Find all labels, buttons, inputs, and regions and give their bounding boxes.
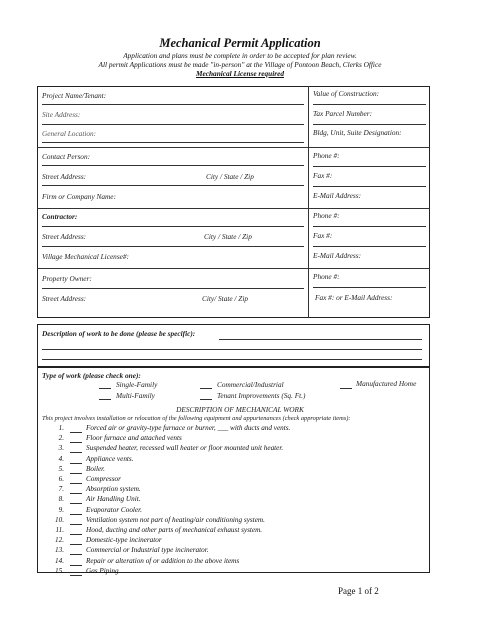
item-checkbox[interactable] — [70, 493, 82, 494]
item-label: Gas Piping — [86, 566, 119, 575]
commercial-checkbox[interactable] — [200, 388, 212, 389]
item-number: 7. — [58, 485, 64, 494]
item-label: Repair or alteration of or addition to the above items — [86, 556, 240, 565]
site-address-field[interactable] — [42, 124, 304, 125]
item-number: 10. — [55, 515, 64, 524]
item-checkbox[interactable] — [70, 554, 82, 555]
contractor-field[interactable] — [42, 226, 304, 227]
description-label: Description of work to be done (please be specific): — [42, 329, 196, 338]
property-owner-field[interactable] — [42, 288, 304, 289]
contractor-phone-label: Phone #: — [313, 211, 340, 220]
work-type-label: Type of work (please check one): — [42, 371, 141, 380]
section-divider — [37, 208, 430, 209]
general-location-field[interactable] — [42, 142, 304, 143]
project-name-field[interactable] — [42, 104, 304, 105]
contractor-phone-field[interactable] — [313, 226, 426, 227]
item-number: 8. — [58, 495, 64, 504]
project-name-label: Project Name/Tenant: — [42, 91, 107, 100]
item-label: Hood, ducting and other parts of mechanical exhaust system. — [86, 526, 263, 534]
contractor-email-label: E-Mail Address: — [313, 251, 362, 260]
owner-fax-email-label: Fax #: or E-Mail Address: — [315, 293, 393, 302]
tenant-improvements-option: Tenant Improvements (Sq. Ft.) — [217, 391, 306, 400]
contact-street-field[interactable] — [42, 185, 304, 186]
item-number: 6. — [58, 475, 64, 483]
item-checkbox[interactable] — [70, 473, 82, 474]
mechanical-work-intro: This project involves installation or relocation of the following equipment and appurtenances (check appropriate items): — [42, 415, 351, 422]
item-checkbox[interactable] — [70, 442, 82, 443]
item-number: 9. — [58, 505, 64, 514]
description-field-2[interactable] — [42, 349, 422, 350]
item-checkbox[interactable] — [70, 575, 82, 576]
commercial-option: Commercial/Industrial — [217, 380, 284, 389]
item-number: 5. — [58, 464, 64, 473]
item-checkbox[interactable] — [70, 432, 82, 433]
contact-fax-field[interactable] — [313, 186, 426, 187]
item-number: 1. — [58, 424, 64, 432]
contact-person-field[interactable] — [42, 165, 304, 166]
item-number: 3. — [58, 444, 64, 453]
tenant-improvements-checkbox[interactable] — [200, 399, 212, 400]
item-label: Evaporator Cooler. — [86, 505, 142, 514]
manufactured-home-checkbox[interactable] — [340, 388, 352, 389]
item-checkbox[interactable] — [70, 534, 82, 535]
item-label: Domestic-type incinerator — [86, 536, 162, 545]
item-number: 12. — [55, 536, 64, 545]
property-owner-label: Property Owner: — [42, 274, 92, 283]
mechanical-work-heading: DESCRIPTION OF MECHANICAL WORK — [176, 405, 304, 414]
form-box — [37, 86, 430, 318]
item-label: Forced air or gravity-type furnace or burner, ___ with ducts and vents. — [86, 424, 291, 432]
single-family-checkbox[interactable] — [99, 388, 111, 389]
item-number: 4. — [58, 454, 64, 463]
item-checkbox[interactable] — [70, 565, 82, 566]
single-family-option: Single-Family — [116, 380, 158, 389]
contact-phone-field[interactable] — [313, 166, 426, 167]
bldg-unit-label: Bldg, Unit, Suite Designation: — [313, 128, 402, 137]
contact-csz-label: City / State / Zip — [206, 172, 254, 181]
item-label: Commercial or Industrial type incinerator. — [86, 546, 209, 555]
header-line-1: Application and plans must be complete in order to be accepted for plan review. — [123, 51, 357, 60]
item-checkbox[interactable] — [70, 544, 82, 545]
section-divider — [37, 147, 430, 148]
item-checkbox[interactable] — [70, 483, 82, 484]
item-label: Suspended heater, recessed wall heater or floor mounted unit heater. — [86, 444, 284, 453]
contact-email-label: E-Mail Address: — [313, 191, 362, 200]
item-number: 13. — [55, 546, 64, 555]
contractor-street-field[interactable] — [42, 246, 304, 247]
license-required: Mechanical License required — [196, 69, 284, 78]
owner-csz-label: City/ State / Zip — [202, 294, 249, 303]
page-number: Page 1 of 2 — [338, 586, 379, 596]
contact-fax-label: Fax #: — [313, 171, 333, 180]
page-title: Mechanical Permit Application — [159, 36, 321, 50]
section-divider — [37, 268, 430, 269]
contractor-csz-label: City / State / Zip — [204, 232, 252, 241]
description-field-1[interactable] — [219, 339, 422, 340]
contact-phone-label: Phone #: — [313, 151, 340, 160]
owner-phone-field[interactable] — [313, 287, 426, 288]
owner-street-label: Street Address: — [42, 294, 87, 303]
tax-parcel-field[interactable] — [313, 124, 426, 125]
item-label: Ventilation system not part of heating/air conditioning system. — [86, 515, 265, 524]
value-construction-field[interactable] — [313, 104, 426, 105]
item-checkbox[interactable] — [70, 503, 82, 504]
item-label: Floor furnace and attached vents — [86, 434, 182, 443]
value-construction-label: Value of Construction: — [313, 89, 380, 98]
item-checkbox[interactable] — [70, 452, 82, 453]
item-number: 14. — [55, 556, 64, 565]
contractor-street-label: Street Address: — [42, 232, 87, 241]
item-checkbox[interactable] — [70, 463, 82, 464]
item-number: 15. — [55, 566, 64, 575]
multi-family-checkbox[interactable] — [99, 399, 111, 400]
item-checkbox[interactable] — [70, 524, 82, 525]
manufactured-home-option: Manufactured Home — [356, 379, 417, 388]
contact-street-label: Street Address: — [42, 172, 87, 181]
contact-person-label: Contact Person: — [42, 152, 91, 161]
tax-parcel-label: Tax Parcel Number: — [313, 109, 373, 118]
item-label: Compressor — [86, 475, 121, 483]
item-label: Absorption system. — [86, 485, 141, 494]
item-number: 11. — [55, 526, 64, 534]
site-address-label: Site Address: — [42, 110, 81, 119]
contractor-label: Contractor: — [42, 212, 78, 221]
contractor-fax-label: Fax #: — [313, 231, 333, 240]
item-checkbox[interactable] — [70, 514, 82, 515]
description-field-3[interactable] — [42, 359, 422, 360]
item-number: 2. — [58, 434, 64, 443]
contractor-fax-field[interactable] — [313, 246, 426, 247]
general-location-label: General Location: — [42, 129, 97, 138]
multi-family-option: Multi-Family — [116, 391, 155, 400]
column-divider — [308, 86, 309, 318]
firm-name-label: Firm or Company Name: — [42, 192, 116, 201]
owner-phone-label: Phone #: — [313, 272, 340, 281]
mechanical-license-label: Village Mechanical License#: — [42, 252, 129, 261]
item-label: Boiler. — [86, 464, 105, 473]
header-line-2: All permit Applications must be made "in-person" at the Village of Pontoon Beach, Clerks Office — [98, 60, 382, 69]
item-label: Appliance vents. — [86, 454, 134, 463]
item-label: Air Handling Unit. — [86, 495, 141, 504]
